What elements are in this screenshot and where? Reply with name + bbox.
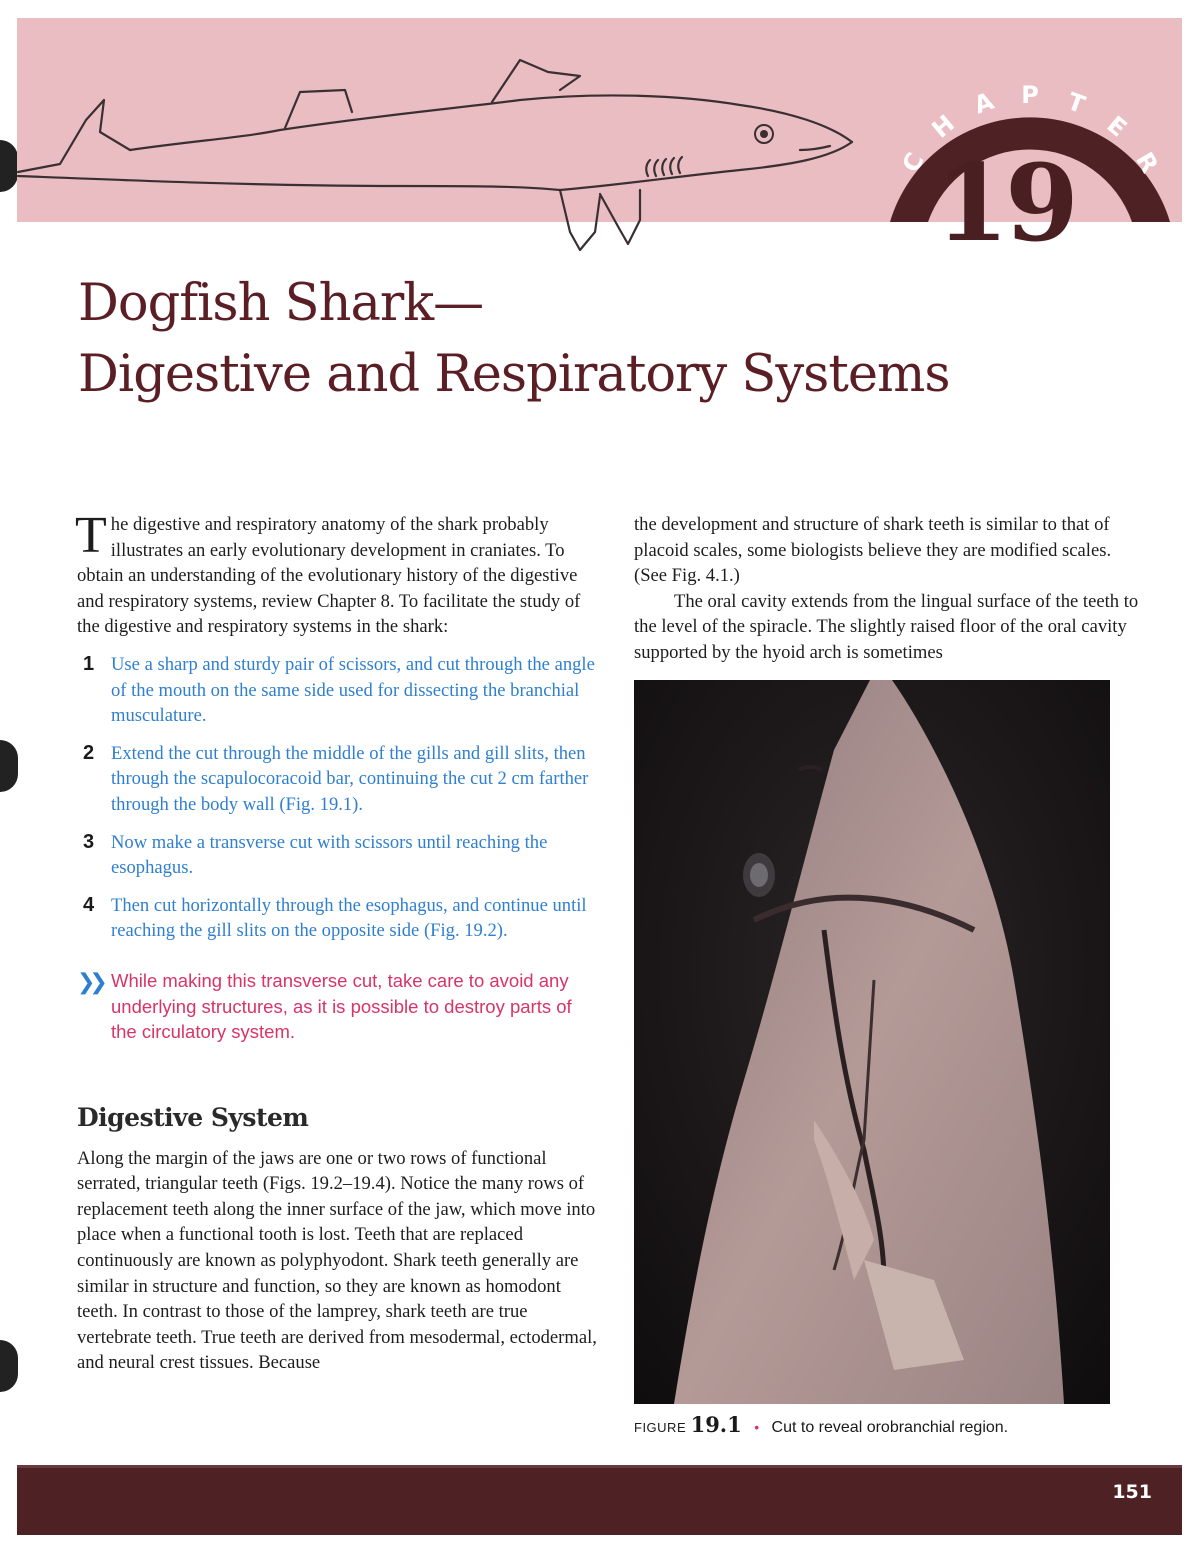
- step-text: Use a sharp and sturdy pair of scissors, and cut through the angle of the mouth on the same side used for dissecting the branchial musculature.: [111, 653, 595, 727]
- right-paragraph-2: The oral cavity extends from the lingual surface of the teeth to the level of the spiracle. The slightly raised floor of the oral cavity supported by the hyoid arch is sometimes: [634, 590, 1139, 663]
- step-item: [77, 830, 599, 881]
- caution-note: [77, 968, 599, 1045]
- step-text: Now make a transverse cut with scissors until reaching the esophagus.: [111, 831, 548, 879]
- chapter-number: 19: [935, 140, 1075, 265]
- intro-text: he digestive and respiratory anatomy of the shark probably illustrates an early evolutionary development in craniates. To obtain an understanding of the evolutionary history of the digestive and respiratory systems, review Chapter 8. To facilitate the study of the digestive and respiratory systems in the shark:: [77, 514, 581, 638]
- binder-tab: [0, 740, 18, 792]
- section-body: Along the margin of the jaws are one or two rows of functional serrated, triangular teeth (Figs. 19.2–19.4). Notice the many rows of replacement teeth along the inner surface of the jaw, which move into place when a functional tooth is lost. Teeth that are replaced continuously are known as polyphyodont. Shark teeth generally are similar in structure and function, so they are known as homodont teeth. In contrast to those of the lamprey, shark teeth are true vertebrate teeth. True teeth are derived from mesodermal, ectodermal, and neural crest tissues. Because: [77, 1147, 597, 1374]
- chapter-letter: R: [1130, 147, 1164, 178]
- figure-label: FIGURE: [634, 1420, 687, 1435]
- double-chevron-icon: ❯❯: [77, 969, 102, 995]
- step-item: [77, 652, 599, 729]
- figure-caption: [634, 1410, 1154, 1443]
- figure-photo: [634, 680, 1110, 1404]
- figure-number: 19.1: [690, 1412, 742, 1437]
- step-number: 1: [83, 652, 95, 675]
- caption-text: Cut to reveal orobranchial region.: [771, 1419, 1009, 1436]
- step-number: 3: [83, 830, 95, 853]
- step-item: [77, 893, 599, 944]
- step-text: Extend the cut through the middle of the gills and gill slits, then through the scapulocoracoid bar, continuing the cut 2 cm farther through the body wall (Fig. 19.1).: [111, 742, 589, 815]
- step-number: 2: [83, 741, 95, 764]
- page-number: 151: [1112, 1481, 1152, 1503]
- intro-paragraph: [75, 507, 599, 640]
- step-number: 4: [83, 893, 95, 916]
- drop-cap: T: [75, 507, 107, 564]
- footer-bar: [17, 1465, 1182, 1535]
- chapter-letter: E: [1101, 110, 1133, 143]
- caption-bullet: •: [754, 1419, 760, 1435]
- chapter-letter: A: [970, 86, 998, 120]
- title-line-2: Digestive and Respiratory Systems: [78, 345, 950, 404]
- chapter-letter: P: [1021, 81, 1039, 109]
- chapter-letter: H: [926, 109, 960, 144]
- chapter-letter: C: [896, 147, 930, 178]
- footer-rule: [17, 1465, 1182, 1468]
- binder-tab: [0, 1340, 18, 1392]
- step-item: [77, 741, 599, 818]
- title-line-1: Dogfish Shark—: [78, 274, 484, 333]
- shark-dissection-image: [634, 680, 1110, 1404]
- step-list: [77, 652, 599, 944]
- right-column: [634, 512, 1146, 666]
- left-column: [75, 507, 599, 1376]
- page-title: [78, 268, 950, 410]
- section-heading: Digestive System: [77, 1102, 309, 1132]
- caution-text: While making this transverse cut, take care to avoid any underlying structures, as it is possible to destroy parts of the circulatory system.: [111, 969, 572, 1043]
- chapter-letter: T: [1063, 87, 1089, 120]
- step-text: Then cut horizontally through the esophagus, and continue until reaching the gill slits on the opposite side (Fig. 19.2).: [111, 894, 587, 942]
- right-paragraph-1: the development and structure of shark teeth is similar to that of placoid scales, some biologists believe they are modified scales. (See Fig. 4.1.): [634, 514, 1112, 587]
